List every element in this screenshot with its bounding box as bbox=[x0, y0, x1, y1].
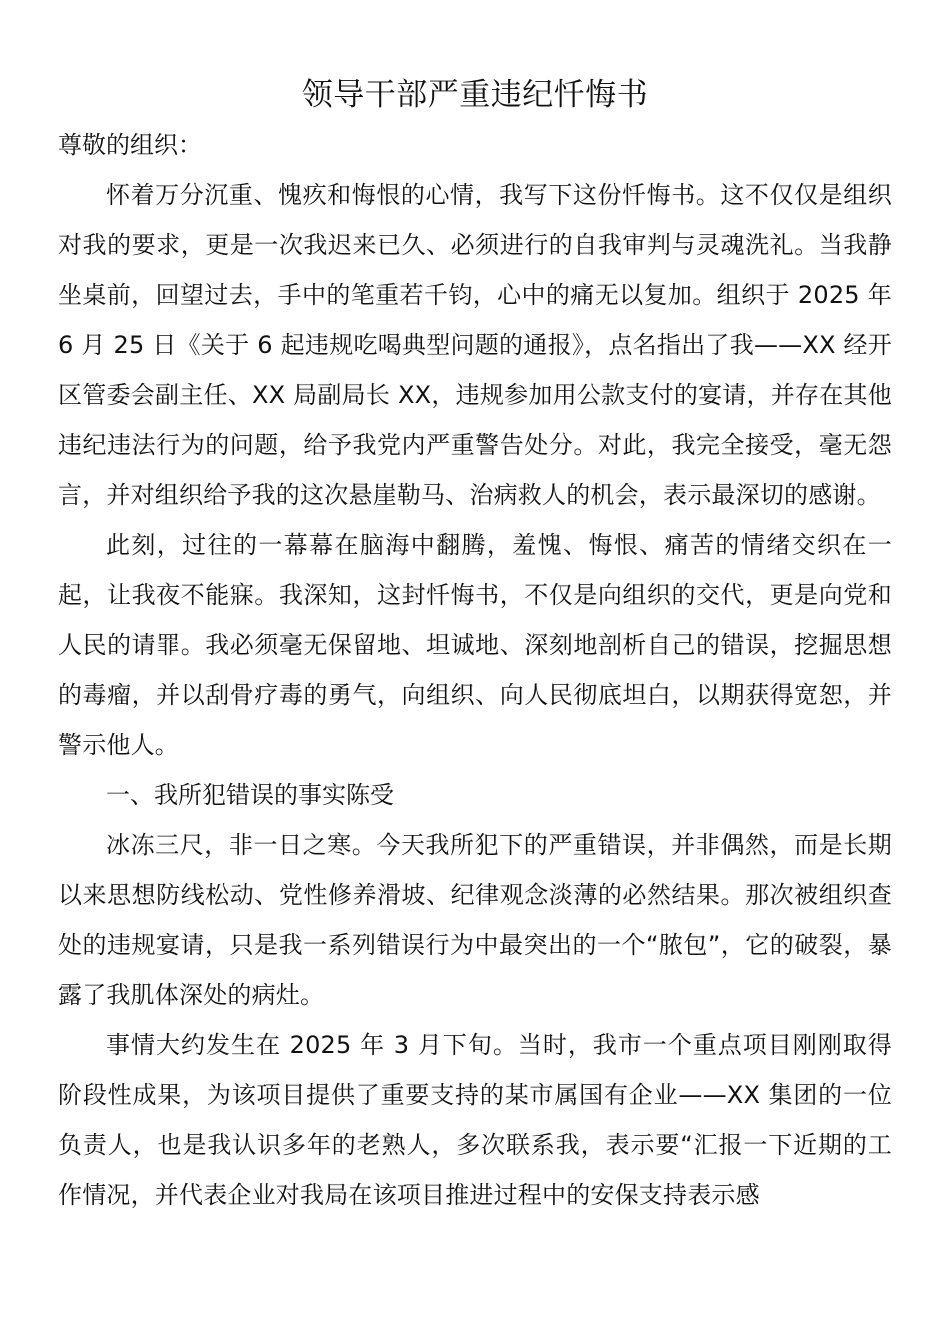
salutation: 尊敬的组织： bbox=[58, 131, 202, 159]
section-heading: 一、我所犯错误的事实陈受 bbox=[106, 781, 394, 809]
paragraph-1: 怀着万分沉重、愧疚和悔恨的心情，我写下这份忏悔书。这不仅仅是组织对我的要求，更是一次我迟来已久、必须进行的自我审判与灵魂洗礼。当我静坐桌前，回望过去，手中的笔重若千钧，心中的痛无以复加。组织于 2025 年 6 月 25 日《关于 6 起违规吃喝典型问题的通报》，点名指出了我——XX 经开区管委会副主任、XX 局副局长 XX，违规参加用公款支付的宴请，并存在其他违纪违法行为的问题，给予我党内严重警告处分。对此，我完全接受，毫无怨言，并对组织给予我的这次悬崖勒马、治病救人的机会，表示最深切的感谢。 bbox=[58, 181, 892, 509]
paragraph-2: 此刻，过往的一幕幕在脑海中翻腾，羞愧、悔恨、痛苦的情绪交织在一起，让我夜不能寐。我深知，这封忏悔书，不仅是向组织的交代，更是向党和人民的请罪。我必须毫无保留地、坦诚地、深刻地剖析自己的错误，挖掘思想的毒瘤，并以刮骨疗毒的勇气，向组织、向人民彻底坦白，以期获得宽恕，并警示他人。 bbox=[58, 531, 892, 759]
document-title: 领导干部严重违纪忏悔书 bbox=[301, 77, 649, 113]
paragraph-4: 事情大约发生在 2025 年 3 月下旬。当时，我市一个重点项目刚刚取得阶段性成果，为该项目提供了重要支持的某市属国有企业——XX 集团的一位负责人，也是我认识多年的老熟人，多次联系我，表示要“汇报一下近期的工作情况，并代表企业对我局在该项目推进过程中的安保支持表示感 bbox=[58, 1031, 892, 1209]
paragraph-3: 冰冻三尺，非一日之寒。今天我所犯下的严重错误，并非偶然，而是长期以来思想防线松动、党性修养滑坡、纪律观念淡薄的必然结果。那次被组织查处的违规宴请，只是我一系列错误行为中最突出的一个“脓包”，它的破裂，暴露了我肌体深处的病灶。 bbox=[58, 831, 892, 1009]
